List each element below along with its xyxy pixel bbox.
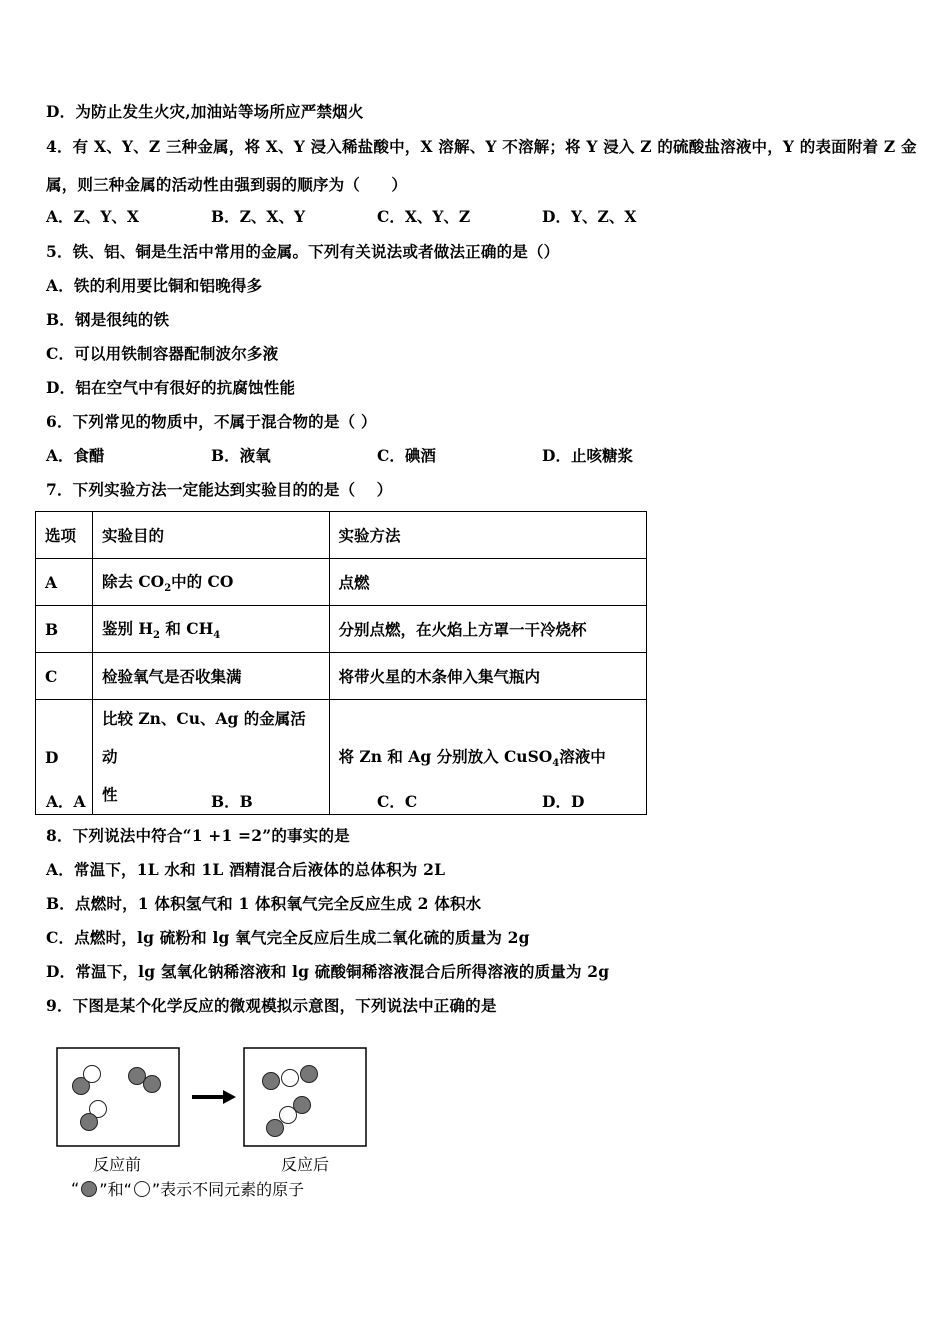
q5-stem: 5．铁、铝、铜是生活中常用的金属。下列有关说法或者做法正确的是（）: [46, 242, 560, 261]
atom-legend: “ ”和“ ”表示不同元素的原子: [71, 1179, 305, 1199]
q5-option-c: C．可以用铁制容器配制波尔多液: [46, 344, 279, 363]
q8-stem: 8．下列说法中符合“1 +1 =2”的事实的是: [46, 826, 350, 845]
q6-option-d: D．止咳糖浆: [542, 446, 633, 465]
grey-atom: [294, 1097, 311, 1114]
white-atom: [84, 1066, 101, 1083]
row-option: C: [36, 653, 93, 700]
q7-option-a: A．A: [46, 792, 86, 811]
grey-atom: [81, 1114, 98, 1131]
experiment-table: [35, 511, 647, 815]
row-option: D: [36, 700, 93, 815]
q3-option-d: D．为防止发生火灾,加油站等场所应严禁烟火: [46, 102, 364, 121]
grey-atom: [129, 1068, 146, 1085]
q4-option-b: B．Z、X、Y: [211, 207, 306, 226]
q5-option-a: A．铁的利用要比铜和铝晚得多: [46, 276, 263, 295]
row-method: 将 Zn 和 Ag 分别放入 CuSO$_4$溶液中: [329, 700, 646, 815]
q7-option-c: C．C: [377, 792, 418, 811]
q8-option-c: C．点燃时，lg 硫粉和 lg 氧气完全反应后生成二氧化硫的质量为 2g: [46, 928, 530, 947]
white-atom-icon: [133, 1180, 151, 1198]
q8-option-b: B．点燃时，1 体积氢气和 1 体积氧气完全反应生成 2 体积水: [46, 894, 482, 913]
q5-option-b: B．钢是很纯的铁: [46, 310, 170, 329]
row-goal: 检验氧气是否收集满: [92, 653, 329, 700]
q4-stem-line2: 属，则三种金属的活动性由强到弱的顺序为（ ）: [46, 175, 408, 194]
white-atom: [280, 1107, 297, 1124]
q6-option-a: A．食醋: [46, 446, 105, 465]
q8-option-d: D．常温下，lg 氢氧化钠稀溶液和 lg 硫酸铜稀溶液混合后所得溶液的质量为 2g: [46, 962, 610, 981]
q4-option-d: D．Y、Z、X: [542, 207, 637, 226]
header-option: 选项: [36, 512, 93, 559]
row-goal: 比较 Zn、Cu、Ag 的金属活动 性: [92, 700, 329, 815]
q7-option-b: B．B: [211, 792, 253, 811]
label-before: 反应前: [93, 1155, 142, 1174]
q5-option-d: D．铝在空气中有很好的抗腐蚀性能: [46, 378, 296, 397]
reaction-diagram: [55, 1045, 375, 1205]
row-option: A: [36, 559, 93, 606]
q4-option-a: A．Z、Y、X: [46, 207, 139, 226]
label-after: 反应后: [281, 1155, 330, 1174]
row-method: 将带火星的木条伸入集气瓶内: [329, 653, 646, 700]
table-row: [36, 606, 647, 653]
row-method: 分别点燃，在火焰上方罩一干冷烧杯: [329, 606, 646, 653]
header-goal: 实验目的: [92, 512, 329, 559]
grey-atom: [267, 1120, 284, 1137]
row-goal: 鉴别 $H_2$ 和 $CH_4$: [92, 606, 329, 653]
q7-stem: 7．下列实验方法一定能达到实验目的的是（ ）: [46, 480, 393, 499]
q9-stem: 9．下图是某个化学反应的微观模拟示意图，下列说法中正确的是: [46, 996, 497, 1015]
table-row: [36, 653, 647, 700]
table-row: [36, 559, 647, 606]
q4-option-c: C．X、Y、Z: [377, 207, 471, 226]
q8-option-a: A．常温下，1L 水和 1L 酒精混合后液体的总体积为 2L: [46, 860, 446, 879]
white-atom: [282, 1070, 299, 1087]
q6-stem: 6．下列常见的物质中，不属于混合物的是（ ）: [46, 412, 377, 431]
before-box: [57, 1048, 179, 1146]
reaction-svg: [55, 1045, 375, 1155]
grey-atom: [301, 1066, 318, 1083]
q6-option-b: B．液氧: [211, 446, 271, 465]
arrow-head: [223, 1090, 236, 1104]
header-method: 实验方法: [329, 512, 646, 559]
row-option: B: [36, 606, 93, 653]
row-goal: 除去 $CO_2$中的 CO: [92, 559, 329, 606]
q4-stem-line1: 4．有 X、Y、Z 三种金属，将 X、Y 浸入稀盐酸中，X 溶解、Y 不溶解；将 Y 浸入 Z 的硫酸盐溶液中，Y 的表面附着 Z 金: [46, 137, 917, 156]
q7-option-d: D．D: [542, 792, 585, 811]
row-method: 点燃: [329, 559, 646, 606]
grey-atom: [263, 1073, 280, 1090]
table-header-row: [36, 512, 647, 559]
grey-atom: [144, 1076, 161, 1093]
grey-atom-icon: [80, 1180, 98, 1198]
q6-option-c: C．碘酒: [377, 446, 436, 465]
